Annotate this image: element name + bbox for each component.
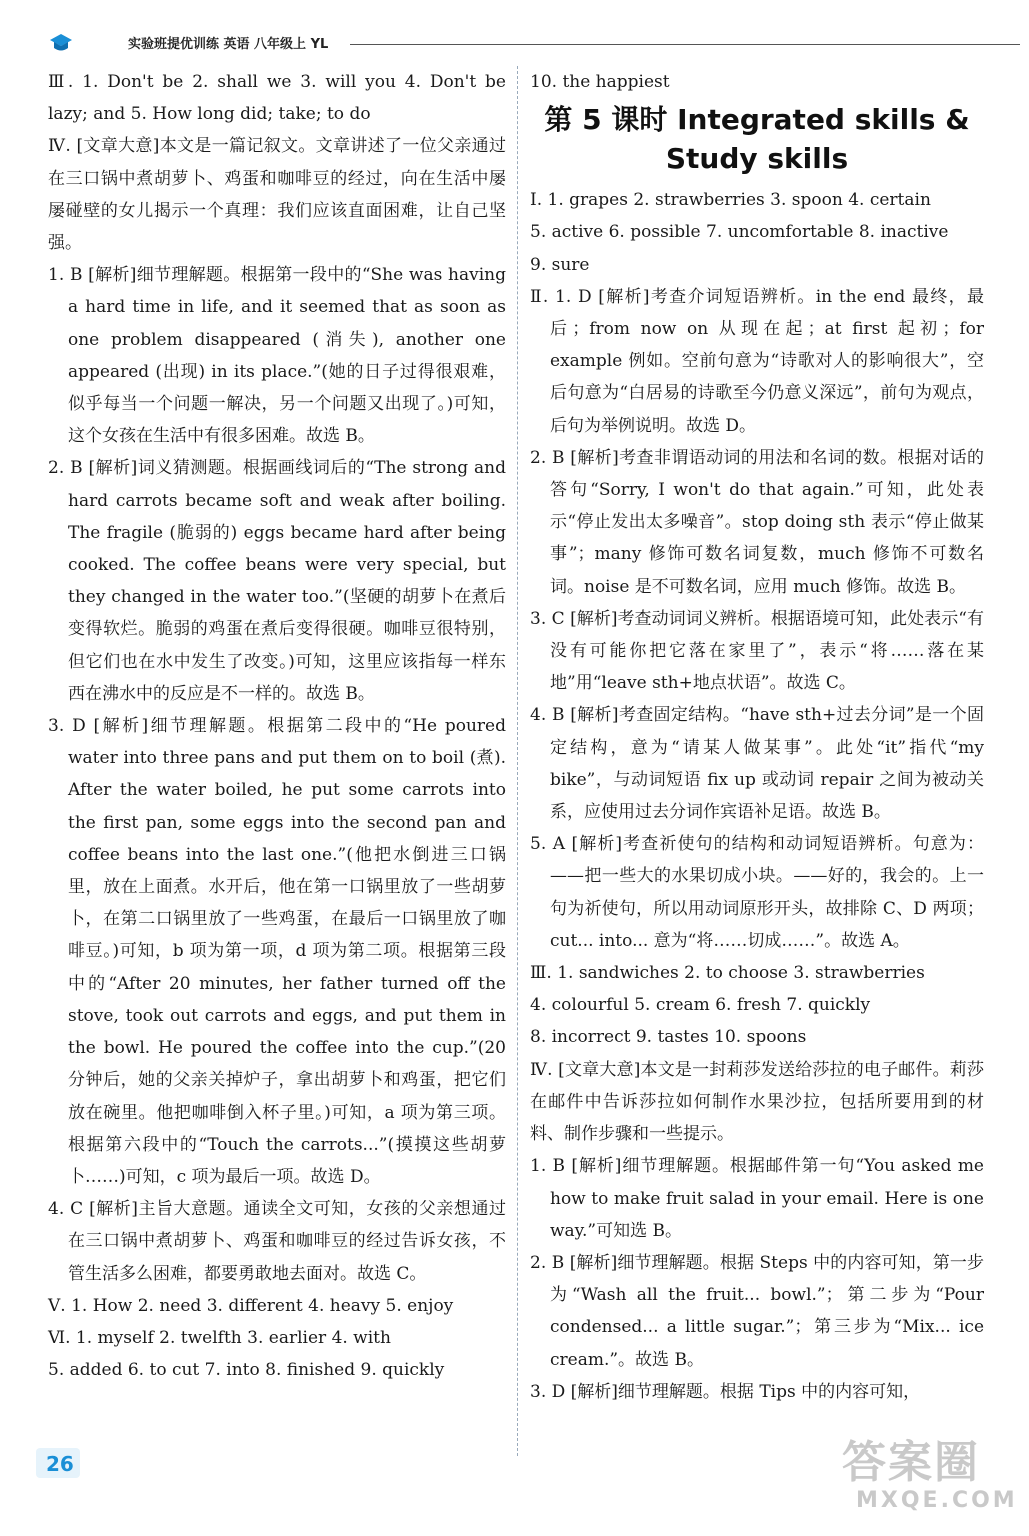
answer-line: 1. B [解析]细节理解题。根据邮件第一句“You asked me how to make fruit salad in your email. Here is one way.”可知选 B。: [530, 1156, 984, 1241]
answer-line: Ⅲ. 1. sandwiches 2. to choose 3. strawberries: [530, 963, 925, 984]
answer-line: Ⅴ. 1. How 2. need 3. different 4. heavy 5. enjoy: [48, 1295, 454, 1316]
page-number: [36, 1448, 96, 1482]
watermark-line2: MXQE.COM: [856, 1488, 1018, 1513]
answer-line: Ⅱ. 1. D [解析]考查介词短语辨析。in the end 最终，最后；from now on 从现在起；at first 起初；for example 例如。空前句意为“诗歌对人的影响很大”，空后句意为“白居易的诗歌至今仍意义深远”，前句为观点，后句为举例说明。故选 D。: [530, 286, 984, 436]
lesson-title: 第 5 课时 Integrated skills & Study skills: [544, 103, 970, 176]
answer-line: 2. B [解析]词义猜测题。根据画线词后的“The strong and hard carrots became soft and weak after boiling. The fragile (脆弱的) eggs became hard after being cooked. The coffee beans were very special, but they changed in the water too.”(坚硬的胡萝卜在煮后变得软烂。脆弱的鸡蛋在煮后变得很硬。咖啡豆很特别，但它们也在水中发生了改变。)可知，这里应该指每一样东西在沸水中的反应是不一样的。故选 B。: [48, 458, 506, 704]
book-logo-icon: [48, 32, 74, 54]
answer-line: Ⅳ. [文章大意]本文是一封莉莎发送给莎拉的电子邮件。莉莎在邮件中告诉莎拉如何制作水果沙拉，包括所要用到的材料、制作步骤和一些提示。: [530, 1059, 984, 1145]
answer-line: Ⅵ. 1. myself 2. twelfth 3. earlier 4. with: [48, 1327, 391, 1348]
answer-line: Ⅳ. [文章大意]本文是一篇记叙文。文章讲述了一位父亲通过在三口锅中煮胡萝卜、鸡蛋和咖啡豆的经过，向在生活中屡屡碰壁的女儿揭示一个真理：我们应该直面困难，让自己坚强。: [48, 136, 506, 254]
answer-line: 4. C [解析]主旨大意题。通读全文可知，女孩的父亲想通过在三口锅中煮胡萝卜、鸡蛋和咖啡豆的经过告诉女孩，不管生活多么困难，都要勇敢地去面对。故选 C。: [48, 1199, 506, 1284]
watermark-line1: 答案圈: [842, 1437, 980, 1488]
answer-line: 4. colourful 5. cream 6. fresh 7. quickly: [530, 995, 871, 1016]
answer-line: 1. B [解析]细节理解题。根据第一段中的“She was having a hard time in life, and it seemed that as soon as one problem disappeared (消失), another one appeared (出现) in its place.”(她的日子过得很艰难，似乎每当一个问题一解决，另一个问题又出现了。)可知，这个女孩在生活中有很多困难。故选 B。: [48, 265, 506, 447]
left-column: [48, 66, 506, 1386]
answer-line: Ⅰ. 1. grapes 2. strawberries 3. spoon 4. certain: [530, 190, 931, 211]
answer-line: 2. B [解析]细节理解题。根据 Steps 中的内容可知，第一步为“Wash all the fruit... bowl.”；第二步为“Pour condensed... a little sugar.”；第三步为“Mix... ice cream.”。故选 B。: [530, 1252, 984, 1370]
right-column: [530, 66, 984, 1408]
page-header: [40, 30, 990, 56]
page-number-text: 26: [46, 1452, 74, 1476]
watermark: [842, 1426, 1018, 1526]
answer-line: 3. C [解析]考查动词词义辨析。根据语境可知，此处表示“有没有可能你把它落在家里了”，表示“将……落在某地”用“leave sth+地点状语”。故选 C。: [530, 608, 984, 694]
column-divider: [517, 66, 518, 1456]
answer-line: 8. incorrect 9. tastes 10. spoons: [530, 1027, 807, 1048]
answer-line: 9. sure: [530, 254, 590, 275]
answer-line: Ⅲ. 1. Don't be 2. shall we 3. will you 4. Don't be lazy; and 5. How long did; take; to do: [48, 72, 506, 125]
answer-line: 4. B [解析]考查固定结构。“have sth+过去分词”是一个固定结构，意为“请某人做某事”。此处“it”指代“my bike”，与动词短语 fix up 或动词 repair 之间为被动关系，应使用过去分词作宾语补足语。故选 B。: [530, 705, 984, 823]
answer-line: 10. the happiest: [530, 72, 670, 92]
answer-line: 3. D [解析]细节理解题。根据 Tips 中的内容可知，: [530, 1381, 921, 1402]
answer-line: 5. A [解析]考查祈使句的结构和动词短语辨析。句意为：——把一些大的水果切成小块。——好的，我会的。上一句为祈使句，所以用动词原形开头，故排除 C、D 两项；cut... into... 意为“将……切成……”。故选 A。: [530, 834, 984, 951]
header-title: 实验班提优训练 英语 八年级上 YL: [128, 37, 329, 52]
answer-line: 3. D [解析]细节理解题。根据第二段中的“He poured water into three pans and put them on to boil (煮). After the water boiled, he put some carrots into the first pan, some eggs into the second pan and coffee beans into the last one.”(他把水倒进三口锅里，放在上面煮。水开后，他在第一口锅里放了一些胡萝卜，在第二口锅里放了一些鸡蛋，在最后一口锅里放了咖啡豆。)可知，b 项为第一项，d 项为第二项。根据第三段中的“After 20 minutes, her father turned off the stove, took out carrots and eggs, and put them in the bowl. He poured the coffee into the cup.”(20 分钟后，她的父亲关掉炉子，拿出胡萝卜和鸡蛋，把它们放在碗里。他把咖啡倒入杯子里。)可知，a 项为第三项。根据第六段中的“Touch the carrots...”(摸摸这些胡萝卜……)可知，c 项为最后一项。故选 D。: [48, 716, 506, 1187]
answer-line: 5. added 6. to cut 7. into 8. finished 9. quickly: [48, 1360, 445, 1381]
answer-line: 5. active 6. possible 7. uncomfortable 8. inactive: [530, 222, 949, 243]
header-rule: [350, 44, 1020, 45]
answer-line: 2. B [解析]考查非谓语动词的用法和名词的数。根据对话的答句“Sorry, I won't do that again.”可知，此处表示“停止发出太多噪音”。stop doing sth 表示“停止做某事”；many 修饰可数名词复数，much 修饰不可数名词。noise 是不可数名词，应用 much 修饰。故选 B。: [530, 447, 984, 597]
